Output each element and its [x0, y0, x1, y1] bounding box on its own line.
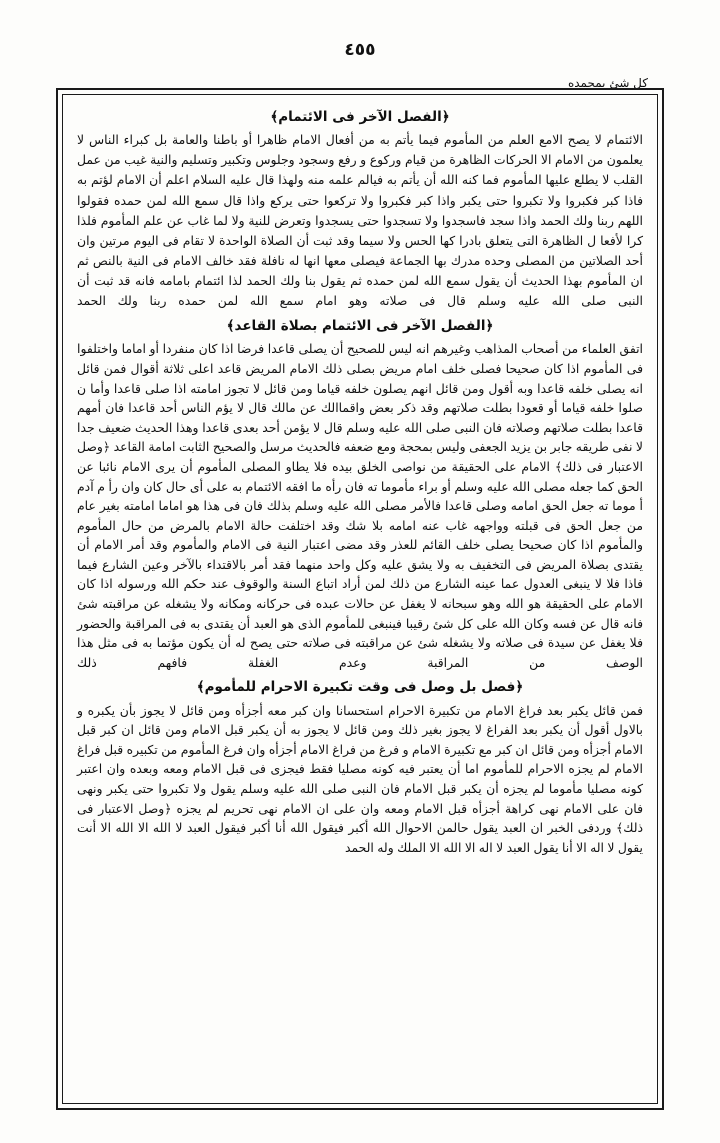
page-content: [63, 95, 657, 1103]
section-paragraph-2: اتفق العلماء من أصحاب المذاهب وغيرهم انه ليس للصحيح أن يصلى قاعدا فرضا اذا كان منفردا أو اماما واختلفوا فى المأموم اذا كان صحيحا فصلى خلف امام مريض بصلى ذلك الامام المريض قاعد اعلى ثلاثة أقوال فمن قائل انه يصلى خلفه قاعدا وبه أقول ومن قائل انهم يصلون خلفه قياما ومن قائل لا تجوز امامته اذا صلى قاعدا وأما ن صلوا خلفه قياما أو قعودا بطلت صلاتهم وقد ذكر بعض واقماالك عن مالك قال لا يؤم الناس أحد قاعدا فان أمهم قاعدا بطلت صلاتهم وصلاته فان النبى صلى الله عليه وسلم قال لا يؤمن أحد بعدى قاعدا وهذا الحديث ضعيف جدا لا نفى طريقه جابر بن يزيد الجعفى وليس بمحجة ومع ضعفه فالحديث مرسل والصحيح الثابت امامة القاعد ﴿وصل الاعتبار فى ذلك﴾ الامام على الحقيقة من نواصى الخلق بيده فلا يطاو المصلى المأموم أن يرى الامام نائبا عن الحق كما جعله مصلى الله عليه وسلم أو براء مأموما ته فان رأه ما افقه الائتمام به على أى حال كان وان رأ م آدم أ موما ته جعل الحق امامه وصلى قاعدا فالأمر مصلى الله عليه وسلم بذلك فان فى هذا هو اماما امامته بغير عام من جعل الحق فى قبلته وواجهه غاب عنه امامه بلا شك وقد اختلفت حالة الامام بالمرض من حال المأموم والمأموم اذا كان صحيحا يصلى خلف القائم للعذر وقد مضى اعتبار النية فى الامام والمأموم وقد أمر الامام أن يقتدى بصلاة المريض فى التخفيف به ولا يشق عليه وكل واحد منهما فقد أمر بالاقتداء بالآخر وعين الشارع فيما فاذا فلا لا ينبغى العدول عما عينه الشارع من ذلك لمن أراد اتباع السنة والوقوف عند حكم الله ورسوله اذا كان الامام على الحقيقة هو الله وهو سبحانه لا يغفل عن حالات عبده فى حركانه ومكانه ولا يشغله عن مراقبته شئ فانه قال عن فسه وكان الله على كل شئ رقيبا فينبغى للمأموم الذى هو العبد أن يقتدى به فى المراقبة والحضور فلا يغفل عن سيدة فى صلاته ولا يشغله شئ عن مراقبته فى صلاته حتى يصح له أن يكون مؤتما به فى مثل هذا الوصف من المراقبة وعدم الغفلة فافهم ذلك: [77, 341, 643, 670]
section-heading-1: ﴿الفصل الآخر فى الائتمام﴾: [270, 109, 450, 125]
section-heading-2: ﴿الفصل الآخر فى الائتمام بصلاة القاعد﴾: [226, 318, 494, 335]
section-paragraph-1: الائتمام لا يصح الامع العلم من المأموم فيما يأتم به من أفعال الامام ظاهرا أو باطنا والعامة بل كبراء الناس لا يعلمون من الامام الا الحركات الظاهرة من قيام وركوع و رفع وسجود وجلوس وتكبير وتسليم والنية غيب من عمل القلب لا يطلع عليها المأموم فما كنه الله أن يأتم به فيالم علمه منه ولهذا قال عليه السلام اعلم أن الامام لؤتم به فاذا كبر فكبروا ولا تكبروا حتى يكبر واذا كبر فكبروا ولا تركعوا حتى يركع واذا قال سمع الله لمن حمده فقولوا اللهم ربنا ولك الحمد واذا سجد فاسجدوا ولا تسجدوا حتى يسجدوا وتعرض للنية ولا لما غاب عن علم المأموم فلذا كرا لأفعا ل الظاهرة التى يتعلق بادرا كها الحس ولا سيما وقد ثبت أن الصلاة الواحدة لا تقام فى اليوم مرتين وان أحد الصلاتين من المصلى وحده مدرك بها الجماعة فيصلى معها انها له نافلة فقد خالف الامام فى النية بالنص ثم ان المأموم بهذا الحديث أن يقول سمع الله لمن حمده ثم يقول بنا ولك الحمد لذا ائتمام بامامه فانه قد ثبت أن النبى صلى الله عليه وسلم قال فى صلاته وهو امام سمع الله لمن حمده ربنا ولك الحمد: [77, 132, 643, 308]
page-number: ٤٥٥: [344, 40, 376, 60]
section-heading-3: ﴿فصل بل وصل فى وقت تكبيرة الاحرام للمأموم﴾: [196, 679, 524, 696]
page-frame-outer: [56, 88, 664, 1110]
section-divider-2: [77, 674, 643, 675]
section-paragraph-3: فمن قائل يكبر بعد فراغ الامام من تكبيرة الاحرام استحسانا وان كبر معه أجزأه ومن قائل لا يجوز بأن يكبره و بالاول أقول أن يكبر بعد الفراغ لا يجوز بغير ذلك ومن قائل لا يجوز به أن يكبر قبل الامام ومن قائل ان كبر قبل الامام أجزأه ومن قائل ان كبر مع تكبيرة الامام و فرغ من فراغ الامام أجزأه وان فرغ المأموم من تكبيره قبل فراغ الامام لم يجزه الاحرام للمأموم اما أن يعتبر فيه كونه مصليا فقط فيجزى فى قبل الامام ومعه وبعده وان اعتبر كونه مصليا مأموما لم يجزه أن يكبر قبل الامام فان النبى صلى الله عليه وسلم يقول ولا تكبروا حتى يكبر ونهى فان على الامام نهى كراهة أجزأه قبل الامام ومعه وان على ان الامام نهى تحريم لم يجزه ﴿وصل الاعتبار فى ذلك﴾ وردفى الخبر ان العبد يقول حالمن الاحوال الله أكبر فيقول الله أنا أكبر فيقول العبد لا الله الا الله الا أنت يقول لا اله الا أنا يقول العبد لا اله الا الله الا الملك وله الحمد: [77, 702, 643, 855]
page-frame-inner: [62, 94, 658, 1104]
section-divider-1: [77, 313, 643, 314]
margin-note: كل شئ بمحمده: [567, 76, 648, 90]
